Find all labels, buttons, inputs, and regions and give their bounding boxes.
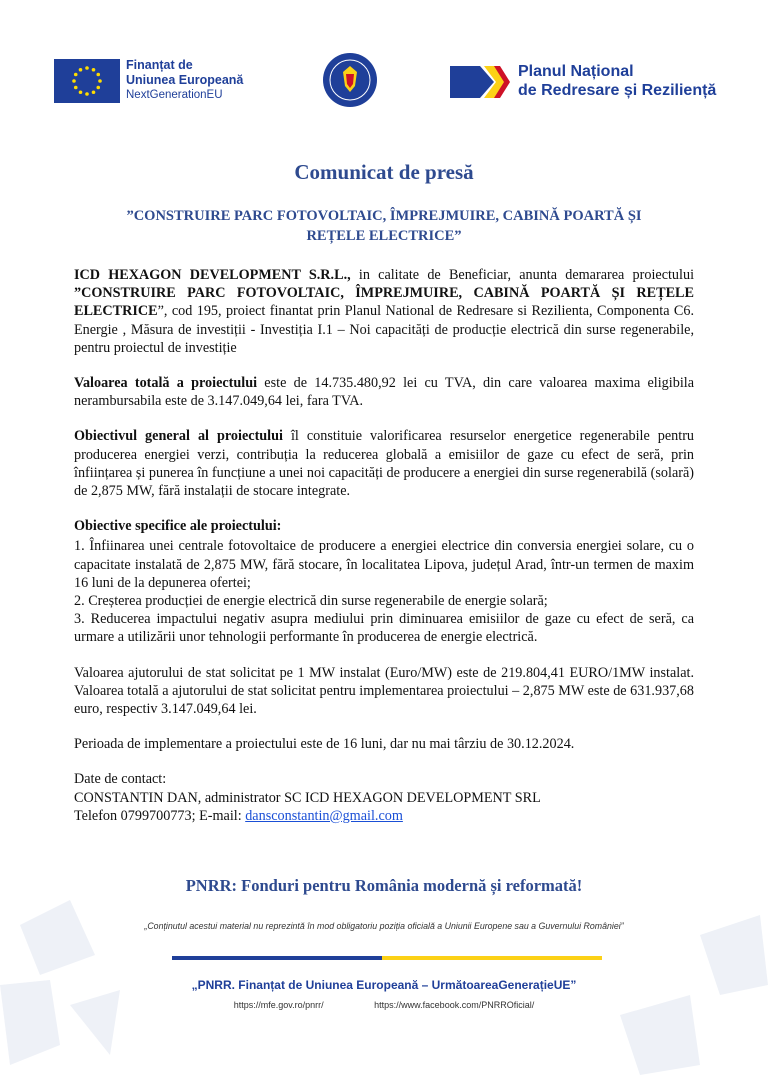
- eu-star-icon: [85, 66, 89, 70]
- objective-label: Obiectivul general al proiectului: [74, 428, 283, 445]
- eu-star-icon: [85, 92, 89, 96]
- state-aid-paragraph: Valoarea ajutorului de stat solicitat pe 1 MW instalat (Euro/MW) este de 219.804,41 EURO/1MW instalat. Valoarea totală a ajutorului de stat solicitat pentru implementarea proiectului – 2,875 MW este de 631.937,68 euro, respectiv 3.147.049,64 lei.: [74, 664, 694, 718]
- contact-phone: Telefon 0799700773; E-mail:: [74, 807, 246, 824]
- intro-paragraph: [74, 266, 694, 357]
- list-item: 3. Reducerea impactului negativ asupra mediului prin diminuarea emisiilor de gaze cu efect de seră, ca urmare a utilizării unor tehnologii performante în producerea de energie electrică.: [74, 611, 694, 646]
- eu-star-icon: [96, 86, 100, 90]
- footer-rule: [172, 956, 602, 960]
- eu-star-icon: [79, 90, 83, 94]
- eu-funding-logo-text: [126, 58, 243, 103]
- contact-person: CONSTANTIN DAN, administrator SC ICD HEXAGON DEVELOPMENT SRL: [74, 789, 541, 806]
- eu-star-icon: [98, 79, 102, 83]
- eu-flag-icon: [54, 59, 120, 103]
- value-label: Valoarea totală a proiectului: [74, 375, 258, 392]
- footer-link-facebook[interactable]: https://www.facebook.com/PNRROficial/: [374, 1000, 535, 1010]
- project-name: ”CONSTRUIRE PARC FOTOVOLTAIC, ÎMPREJMUIRE, CABINĂ POARTĂ ȘI REȚELE ELECTRICE: [74, 285, 694, 320]
- company-name: ICD HEXAGON DEVELOPMENT S.R.L.,: [74, 267, 351, 283]
- eu-star-icon: [72, 79, 76, 83]
- period-paragraph: Perioada de implementare a proiectului este de 16 luni, dar nu mai târziu de 30.12.2024.: [74, 736, 575, 753]
- intro-text-1: in calitate de Beneficiar, anunta demararea proiectului: [350, 267, 695, 283]
- eu-star-icon: [96, 73, 100, 77]
- eu-star-icon: [92, 68, 96, 72]
- intro-text-2: ”, cod 195, proiect finantat prin Planul National de Redresare si Rezilienta, Componenta C6. Energie , Măsura de investiții - Investiția I.1 – Noi capacități de producție electrică din surse regenerabile, pentru proiectul de investiție: [74, 303, 694, 356]
- value-paragraph: [74, 374, 694, 410]
- header-logos: [0, 48, 768, 118]
- eu-star-icon: [79, 68, 83, 72]
- pnrr-logo-text: [518, 62, 716, 100]
- eu-logo-line2: Uniunea Europeană: [126, 73, 244, 87]
- eu-star-icon: [74, 73, 78, 77]
- press-release-body: [74, 266, 694, 825]
- footer-disclaimer: „Conținutul acestui material nu reprezintă în mod obligatoriu poziția oficială a Uniunii Europene sau a Guvernului României”: [144, 921, 624, 931]
- pnrr-logo-icon: [450, 62, 510, 102]
- objective-text: îl constituie valorificarea resurselor energetice regenerabile pentru producerea energiei verzi, contribuția la reducerea globală a emisiilor de gaze cu efect de seră, prin înființarea și punerea în funcțiune a unei noi capacități de producere a energiei din surse regenerabilă (solară) de 2,875 MW, fără instalații de stocare integrate.: [74, 428, 695, 500]
- eu-star-icon: [74, 86, 78, 90]
- specific-objectives-list: [74, 537, 694, 646]
- eu-logo-line1: Finanțat de: [126, 58, 193, 72]
- pnrr-logo-line2: de Redresare și Reziliență: [518, 82, 717, 99]
- eu-logo-line3: NextGenerationEU: [126, 89, 223, 101]
- project-subtitle: ”CONSTRUIRE PARC FOTOVOLTAIC, ÎMPREJMUIRE, CABINĂ POARTĂ ȘI REȚELE ELECTRICE”: [126, 208, 642, 244]
- contact-heading: Date de contact:: [74, 771, 167, 788]
- footer-links: [0, 1000, 768, 1010]
- list-item: 1. Înfiinarea unei centrale fotovoltaice de producere a energiei electrice din conversia energiei solare, cu o capacitate instalată de 2,875 MW, fără stocare, în localitatea Lipova, județul Arad, într-un termen de maxim 16 luni de la depunerea ofertei;: [74, 538, 694, 591]
- footer-title: „PNRR. Finanțat de Uniunea Europeană – UrmătoareaGenerațieUE”: [191, 978, 577, 992]
- footer-link-mfe[interactable]: https://mfe.gov.ro/pnrr/: [233, 1000, 324, 1010]
- eu-star-icon: [92, 90, 96, 94]
- contact-phone-email: [74, 807, 694, 825]
- contact-block: [74, 770, 694, 825]
- contact-email-link[interactable]: dansconstantin@gmail.com: [245, 807, 403, 824]
- page-title: Comunicat de presă: [294, 160, 474, 184]
- specific-objectives-heading: [74, 517, 694, 535]
- objective-paragraph: [74, 427, 694, 500]
- list-item: 2. Creșterea producției de energie electrică din surse regenerabile de energie solară;: [74, 593, 548, 610]
- pnrr-tagline: PNRR: Fonduri pentru România modernă și reformată!: [185, 876, 583, 895]
- value-text: este de 14.735.480,92 lei cu TVA, din care valoarea maxima eligibila nerambursabila este de 3.147.049,64 lei, fara TVA.: [74, 375, 694, 410]
- specific-heading-text: Obiective specifice ale proiectului:: [74, 518, 282, 535]
- pnrr-logo-line1: Planul Național: [518, 63, 634, 80]
- romanian-government-seal-icon: [322, 52, 378, 108]
